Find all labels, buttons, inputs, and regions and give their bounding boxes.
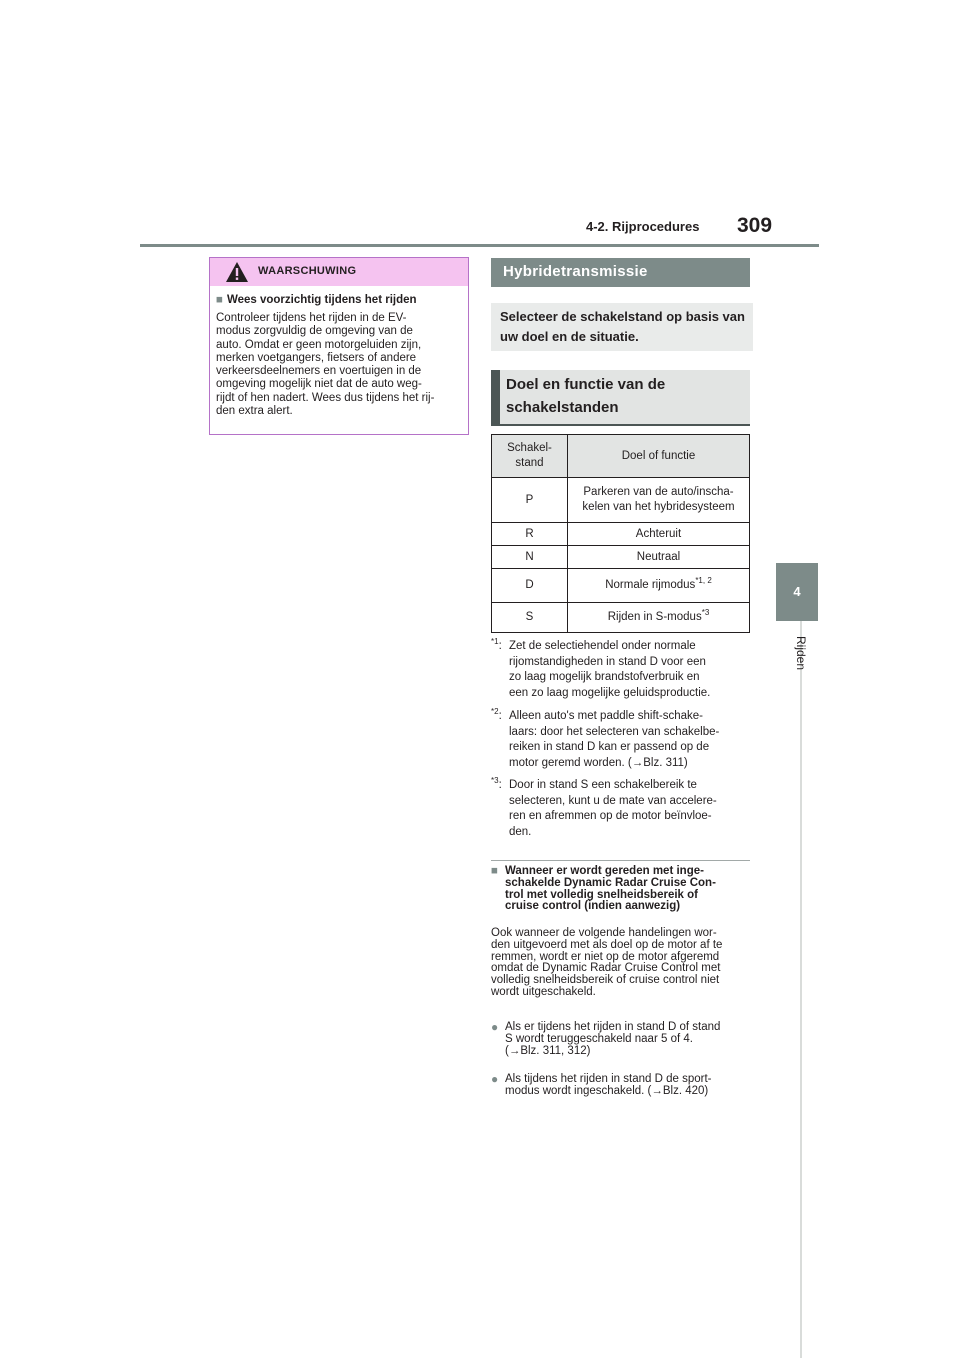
table-row <box>492 569 750 603</box>
warning-triangle-icon <box>225 261 249 283</box>
warning-line: den extra alert. <box>216 405 293 418</box>
subsection-heading <box>491 370 750 426</box>
table-cell-function: Rijden in S-modus$^{*3}$ <box>568 603 750 633</box>
cruise-paragraph: Ook wanneer de volgende handelingen wor- den uitgevoerd met als doel op de motor af te remmen, wordt er niet op de motor afgeremd omdat de Dynamic Radar Cruise Control met volledig snelheidsbereik of cruise control niet wordt uitgeschakeld. <box>491 927 723 998</box>
table-cell-position: P <box>492 478 568 523</box>
header-divider <box>140 244 819 247</box>
chapter-label <box>772 636 812 696</box>
table-cell-position: S <box>492 603 568 633</box>
warning-header <box>210 258 468 286</box>
intro-box <box>491 303 753 351</box>
warning-line: auto. Omdat er geen motorgeluiden zijn, <box>216 338 422 351</box>
table-header-cell: Doel of functie <box>568 435 750 478</box>
square-bullet-icon: ■ <box>491 865 498 877</box>
table-row <box>492 478 750 523</box>
footnote <box>491 709 753 773</box>
table-cell-position: D <box>492 569 568 603</box>
section-divider <box>491 860 750 861</box>
chapter-label-text: Rijden <box>794 636 808 671</box>
table-cell-position: N <box>492 546 568 569</box>
circle-bullet-icon: ● <box>491 1020 499 1034</box>
table-row <box>492 546 750 569</box>
table-cell-function: Parkeren van de auto/inscha- kelen van het hybridesysteem <box>568 478 750 523</box>
footnote-marker: $^{*1}$: <box>491 637 502 652</box>
table-row <box>492 523 750 546</box>
footnote-marker: $^{*2}$: <box>491 707 502 722</box>
warning-line: omgeving mogelijk niet dat de auto weg- <box>216 378 422 391</box>
section-heading-text: Hybridetransmissie <box>503 263 648 280</box>
footnote-text: Zet de selectiehendel onder normale rijomstandigheden in stand D voor een zo laag mogelijk brandstofverbruik en een zo laag mogelijke geluidsproductie. <box>509 640 711 699</box>
section-heading <box>491 258 750 287</box>
warning-box <box>209 257 469 435</box>
cruise-heading: ■ Wanneer er wordt gereden met inge- schakelde Dynamic Radar Cruise Con- trol met volledig snelheidsbereik of cruise control (indien aanwezig) <box>491 865 716 913</box>
footnote-text: Alleen auto's met paddle shift-schake- laars: door het selecteren van schakelbe- reiken in stand D kan er passend op de motor geremd worden. (→Blz. 311) <box>509 710 720 769</box>
table-header-row <box>492 435 750 478</box>
chapter-number: 4 <box>793 584 801 599</box>
intro-text: Selecteer de schakelstand op basis van uw doel en de situatie. <box>500 309 745 344</box>
table-row <box>492 603 750 633</box>
subsection-heading-text: Doel en functie van de schakelstanden <box>506 376 666 416</box>
table-cell-function: Normale rijmodus$^{*1, 2}$ <box>568 569 750 603</box>
table-cell-position: R <box>492 523 568 546</box>
footnote <box>491 639 753 703</box>
list-item: ● Als er tijdens het rijden in stand D of stand S wordt teruggeschakeld naar 5 of 4. (→Blz. 311, 312) <box>491 1020 721 1057</box>
footnote <box>491 778 753 842</box>
gear-position-table <box>491 434 750 633</box>
heading-accent-bar <box>491 370 500 424</box>
footnote-text: Door in stand S een schakelbereik te selecteren, kunt u de mate van accelere- ren en afremmen op de motor beïnvloe- den. <box>509 779 717 838</box>
warning-title: WAARSCHUWING <box>258 265 357 277</box>
section-title-header: 4-2. Rijprocedures <box>586 219 700 234</box>
warning-line: merken voetgangers, fietsers of andere <box>216 351 417 364</box>
warning-line: verkeersdeelnemers en voertuigen in de <box>216 365 422 378</box>
footnote-marker: $^{*3}$: <box>491 776 502 791</box>
table-cell-function: Achteruit <box>568 523 750 546</box>
warning-line: rijdt of hen nadert. Wees dus tijdens het rij- <box>216 391 435 404</box>
warning-line: Controleer tijdens het rijden in de EV- <box>216 312 407 324</box>
table-cell-function: Neutraal <box>568 546 750 569</box>
warning-subtitle: ■ Wees voorzichtig tijdens het rijden <box>216 294 417 306</box>
circle-bullet-icon: ● <box>491 1072 499 1086</box>
warning-line: modus zorgvuldig de omgeving van de <box>216 325 413 338</box>
square-bullet-icon: ■ <box>216 294 223 306</box>
table-header-cell: Schakel- stand <box>492 435 568 478</box>
warning-text <box>216 312 466 418</box>
chapter-tab <box>776 563 818 621</box>
page-number: 309 <box>737 214 773 237</box>
list-item: ● Als tijdens het rijden in stand D de sport- modus wordt ingeschakeld. (→Blz. 420) <box>491 1072 712 1097</box>
side-divider <box>800 621 802 1358</box>
